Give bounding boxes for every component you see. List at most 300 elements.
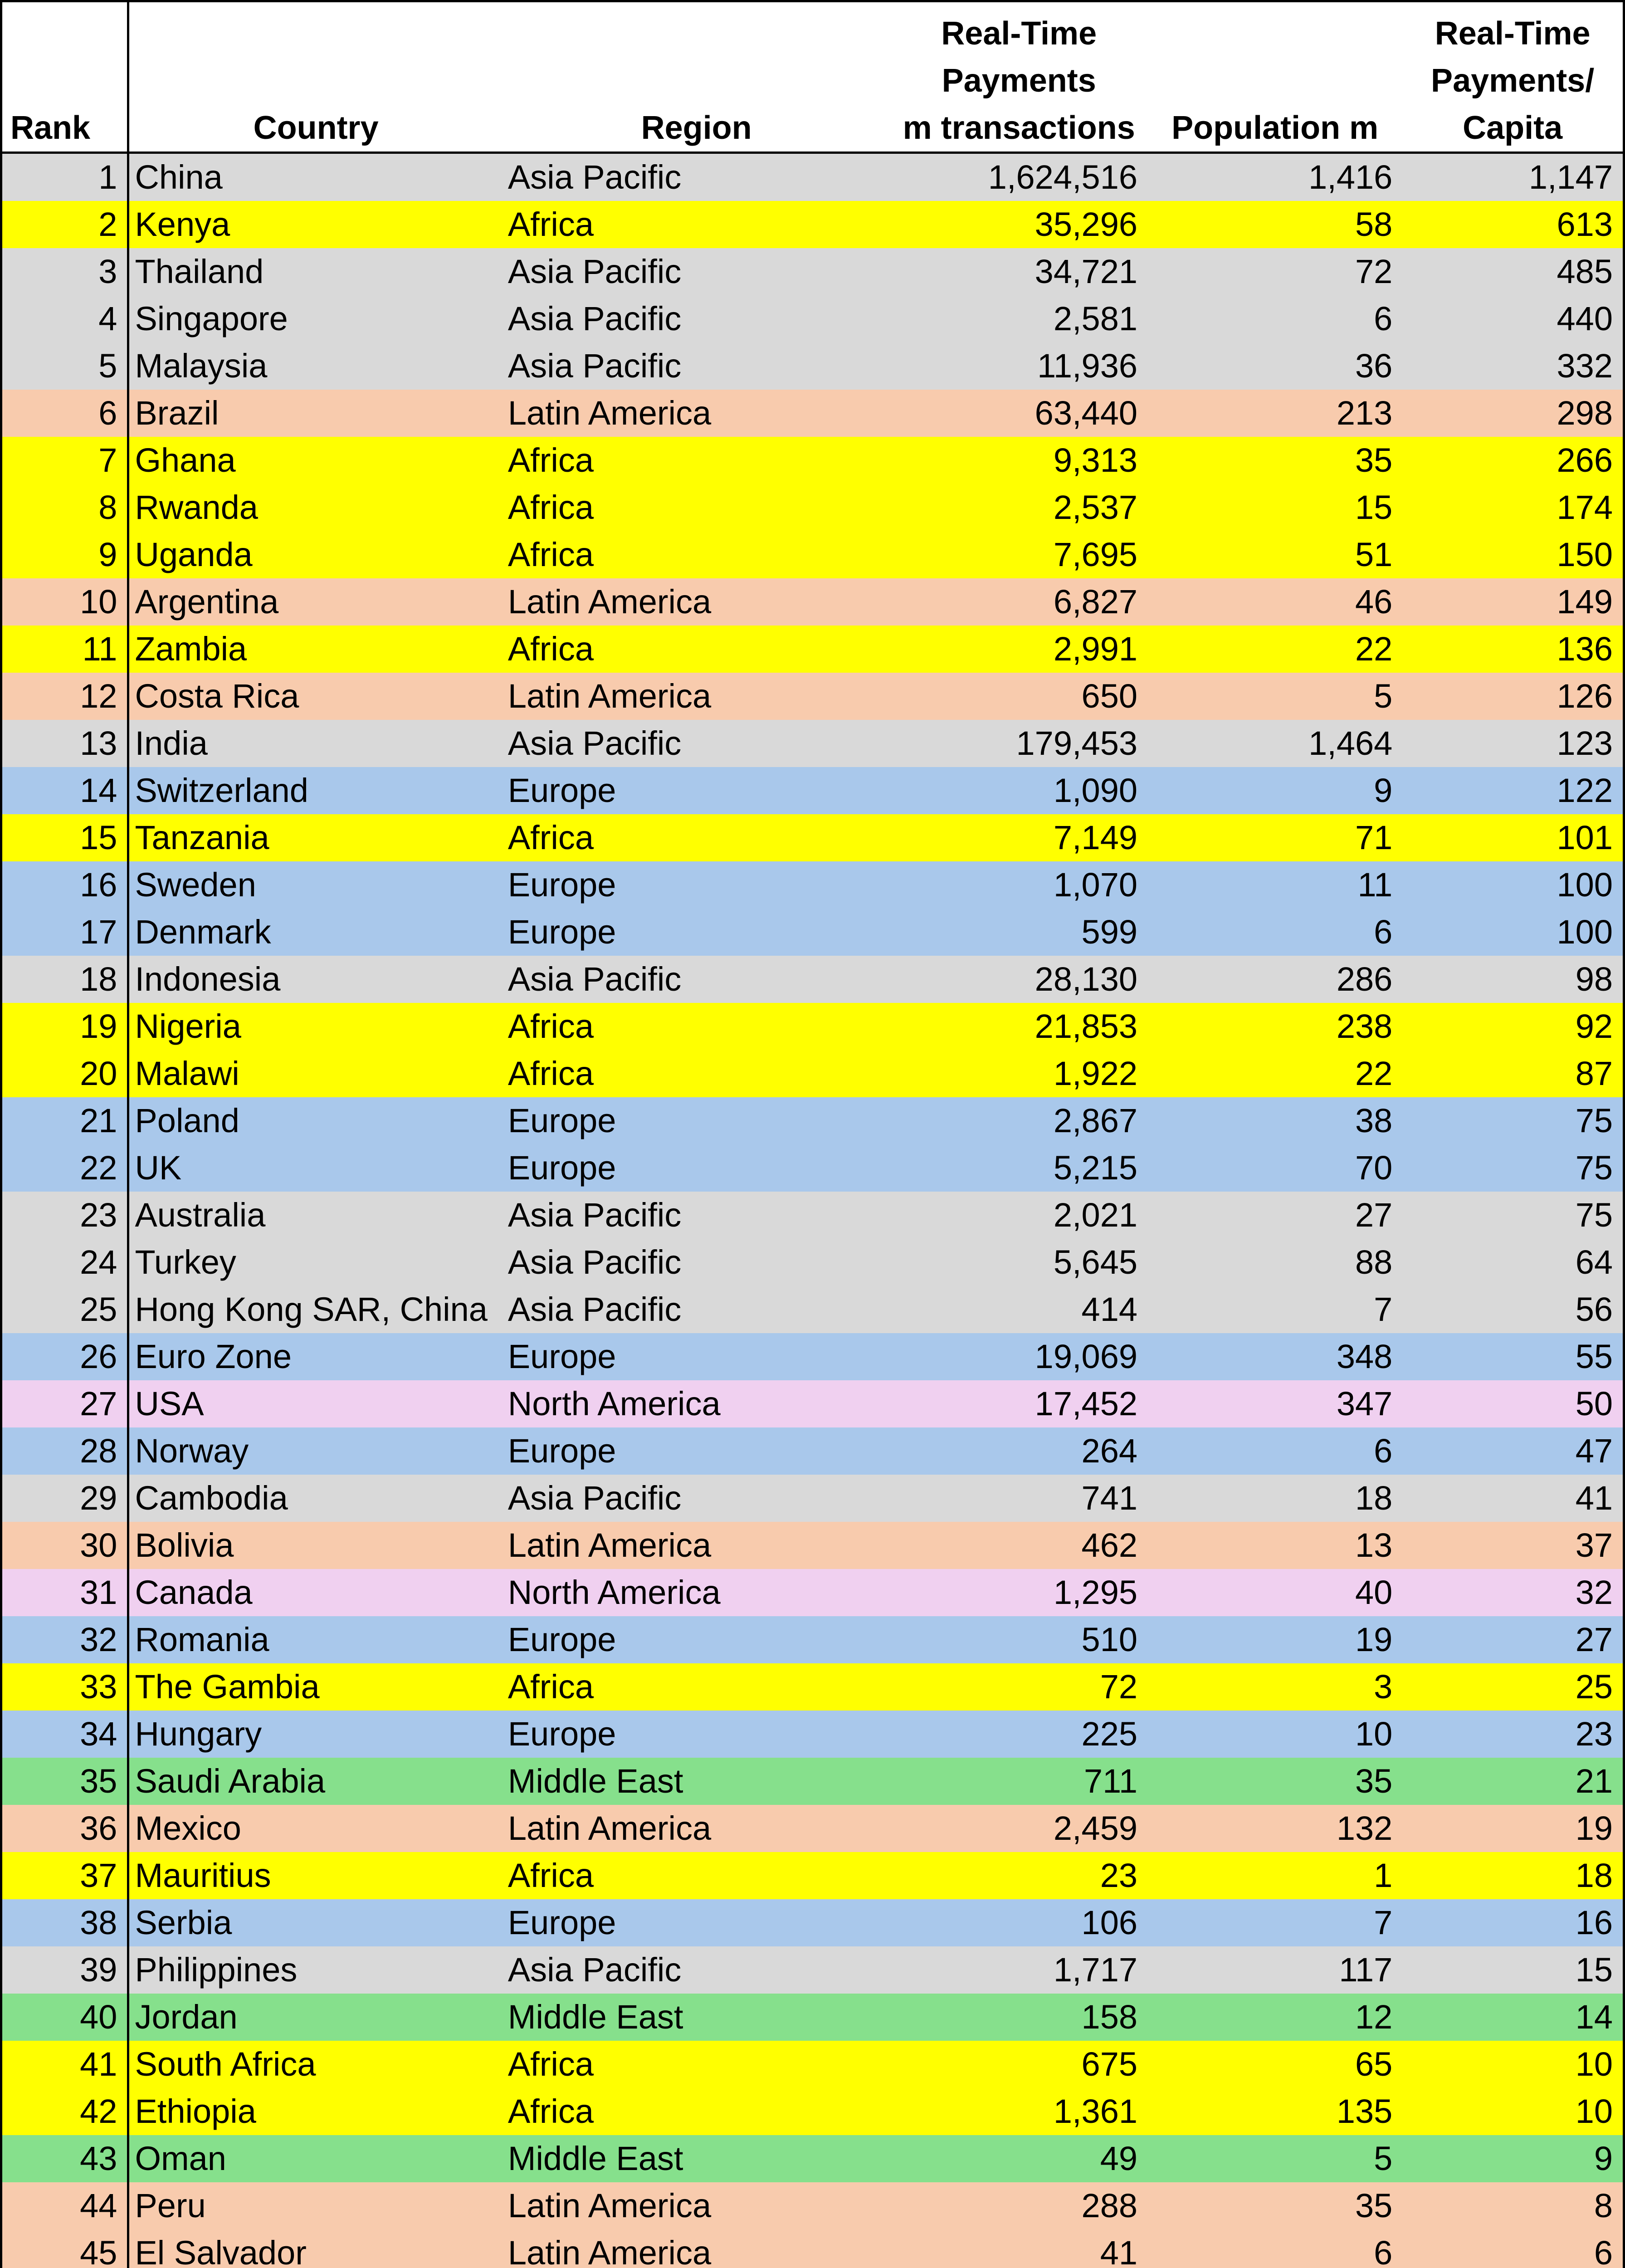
population-cell: 1 [1374,1857,1393,1894]
region-cell: Middle East [508,1762,683,1800]
population-cell: 70 [1355,1149,1393,1187]
region-cell: North America [508,1574,721,1611]
country-cell: Peru [135,2187,206,2224]
per-capita-cell: 55 [1402,1333,1624,1380]
rank-cell: 33 [1,1663,128,1711]
country-cell: Mexico [135,1809,241,1847]
rank-cell: 41 [1,2041,128,2088]
population-cell: 72 [1355,253,1393,290]
region-cell: Asia Pacific [508,1196,682,1234]
rank-cell: 8 [1,484,128,531]
rtp-cell: 7,695 [1053,536,1138,573]
table-row [1,1994,1624,2041]
header-per-capita [1402,1,1624,153]
rank-cell: 43 [1,2135,128,2182]
rtp-cell: 179,453 [1016,724,1138,762]
per-capita-cell: 50 [1402,1380,1624,1427]
table-row [1,201,1624,248]
table-row [1,248,1624,295]
table-row [1,1097,1624,1144]
region-cell: Europe [508,1432,616,1470]
rank-cell: 37 [1,1852,128,1899]
per-capita-cell: 266 [1402,437,1624,484]
per-capita-cell: 75 [1402,1144,1624,1192]
country-cell: Thailand [135,253,264,290]
population-cell: 7 [1374,1290,1393,1328]
rank-cell: 6 [1,390,128,437]
rank-cell: 4 [1,295,128,342]
region-cell: Europe [508,1149,616,1187]
region-cell: Latin America [508,2234,712,2268]
table-row [1,626,1624,673]
table-row [1,437,1624,484]
country-cell: El Salvador [135,2234,307,2268]
rank-cell: 21 [1,1097,128,1144]
country-cell: Malaysia [135,347,268,385]
country-cell: UK [135,1149,182,1187]
rtp-cell: 1,922 [1053,1055,1138,1092]
region-cell: Asia Pacific [508,253,682,290]
population-cell: 238 [1336,1007,1393,1045]
per-capita-cell: 32 [1402,1569,1624,1616]
population-cell: 6 [1374,1432,1393,1470]
rtp-cell: 9,313 [1053,441,1138,479]
rtp-cell: 5,645 [1053,1243,1138,1281]
population-cell: 5 [1374,677,1393,715]
population-cell: 58 [1355,205,1393,243]
population-cell: 71 [1355,819,1393,856]
country-cell: Serbia [135,1904,232,1941]
per-capita-cell: 16 [1402,1899,1624,1946]
region-cell: Latin America [508,583,712,621]
region-cell: Middle East [508,2140,683,2177]
rank-cell: 5 [1,342,128,390]
population-cell: 117 [1339,1951,1393,1989]
per-capita-cell: 37 [1402,1522,1624,1569]
rtp-cell: 5,215 [1053,1149,1138,1187]
rank-cell: 35 [1,1758,128,1805]
header-population: Population m [1171,110,1379,146]
table-row [1,956,1624,1003]
country-cell: Rwanda [135,489,258,526]
rtp-cell: 599 [1081,913,1138,951]
country-cell: Uganda [135,536,253,573]
rank-cell: 24 [1,1239,128,1286]
country-cell: Poland [135,1102,239,1139]
country-cell: Ghana [135,441,236,479]
country-cell: Euro Zone [135,1338,292,1375]
rank-cell: 2 [1,201,128,248]
country-cell: Ethiopia [135,2092,256,2130]
region-cell: Europe [508,1715,616,1753]
region-cell: Europe [508,1904,616,1941]
table-row [1,861,1624,909]
region-cell: Africa [508,489,594,526]
table-row [1,767,1624,814]
rank-cell: 11 [1,626,128,673]
country-cell: Cambodia [135,1479,288,1517]
rtp-cell: 711 [1084,1762,1138,1800]
per-capita-cell: 75 [1402,1192,1624,1239]
per-capita-cell: 75 [1402,1097,1624,1144]
per-capita-cell: 440 [1402,295,1624,342]
table-row [1,1380,1624,1427]
header-rtp [890,1,1147,153]
region-cell: North America [508,1385,721,1422]
rank-cell: 12 [1,673,128,720]
region-cell: Africa [508,536,594,573]
region-cell: Africa [508,630,594,668]
per-capita-cell: 87 [1402,1050,1624,1097]
table-row [1,342,1624,390]
rtp-cell: 1,070 [1053,866,1138,904]
country-cell: Mauritius [135,1857,271,1894]
rank-cell: 16 [1,861,128,909]
table-row [1,2135,1624,2182]
per-capita-cell: 9 [1402,2135,1624,2182]
rtp-cell: 414 [1081,1290,1138,1328]
per-capita-cell: 123 [1402,720,1624,767]
region-cell: Africa [508,1668,594,1706]
region-cell: Asia Pacific [508,158,682,196]
table-row [1,673,1624,720]
table-row [1,814,1624,861]
rtp-cell: 1,295 [1053,1574,1138,1611]
country-cell: Sweden [135,866,256,904]
per-capita-cell: 174 [1402,484,1624,531]
rtp-cell: 7,149 [1053,819,1138,856]
population-cell: 5 [1374,2140,1393,2177]
population-cell: 132 [1336,1809,1393,1847]
population-cell: 286 [1336,960,1393,998]
table-row [1,390,1624,437]
country-cell: Costa Rica [135,677,299,715]
region-cell: Asia Pacific [508,1479,682,1517]
header-country: Country [253,110,379,146]
country-cell: Saudi Arabia [135,1762,326,1800]
rtp-cell: 23 [1100,1857,1138,1894]
country-cell: Norway [135,1432,249,1470]
population-cell: 10 [1355,1715,1393,1753]
region-cell: Middle East [508,1998,683,2036]
per-capita-cell: 21 [1402,1758,1624,1805]
population-cell: 19 [1355,1621,1393,1658]
table-row [1,1758,1624,1805]
table-row [1,1569,1624,1616]
per-capita-cell: 92 [1402,1003,1624,1050]
rank-cell: 20 [1,1050,128,1097]
country-cell: Malawi [135,1055,239,1092]
rtp-cell: 49 [1100,2140,1138,2177]
country-cell: Romania [135,1621,269,1658]
per-capita-cell: 6 [1402,2229,1624,2268]
per-capita-cell: 14 [1402,1994,1624,2041]
rank-cell: 38 [1,1899,128,1946]
table-row [1,1475,1624,1522]
population-cell: 1,416 [1308,158,1393,196]
country-cell: Philippines [135,1951,298,1989]
rtp-cell: 2,537 [1053,489,1138,526]
rank-cell: 32 [1,1616,128,1663]
rank-cell: 23 [1,1192,128,1239]
country-cell: Bolivia [135,1526,234,1564]
rtp-cell: 288 [1081,2187,1138,2224]
population-cell: 7 [1374,1904,1393,1941]
region-cell: Europe [508,1102,616,1139]
population-cell: 135 [1336,2092,1393,2130]
rtp-cell: 41 [1100,2234,1138,2268]
rtp-cell: 1,090 [1053,772,1138,809]
rank-cell: 17 [1,909,128,956]
rank-cell: 40 [1,1994,128,2041]
rank-cell: 34 [1,1711,128,1758]
country-cell: Brazil [135,394,219,432]
region-cell: Africa [508,205,594,243]
population-cell: 11 [1357,866,1393,904]
country-cell: Hungary [135,1715,262,1753]
region-cell: Latin America [508,1809,712,1847]
rank-cell: 42 [1,2088,128,2135]
population-cell: 18 [1355,1479,1393,1517]
population-cell: 3 [1374,1668,1393,1706]
table-body [1,153,1624,2268]
country-cell: Denmark [135,913,271,951]
header-cap-line1: Real-Time [1435,15,1591,52]
region-cell: Asia Pacific [508,1290,682,1328]
country-cell: South Africa [135,2045,316,2083]
population-cell: 213 [1336,394,1393,432]
rank-cell: 7 [1,437,128,484]
rank-cell: 36 [1,1805,128,1852]
per-capita-cell: 47 [1402,1427,1624,1475]
population-cell: 9 [1374,772,1393,809]
region-cell: Africa [508,1055,594,1092]
per-capita-cell: 136 [1402,626,1624,673]
table-header [1,1,1624,153]
rank-cell: 31 [1,1569,128,1616]
region-cell: Asia Pacific [508,347,682,385]
per-capita-cell: 126 [1402,673,1624,720]
population-cell: 51 [1355,536,1393,573]
rtp-cell: 21,853 [1035,1007,1138,1045]
table-row [1,2182,1624,2229]
rtp-cell: 462 [1081,1526,1138,1564]
table-row [1,720,1624,767]
rtp-cell: 34,721 [1035,253,1138,290]
table-row [1,578,1624,626]
per-capita-cell: 100 [1402,909,1624,956]
rtp-cell: 1,624,516 [988,158,1138,196]
country-cell: USA [135,1385,204,1422]
per-capita-cell: 485 [1402,248,1624,295]
region-cell: Africa [508,2092,594,2130]
header-region: Region [641,110,752,146]
per-capita-cell: 23 [1402,1711,1624,1758]
per-capita-cell: 8 [1402,2182,1624,2229]
country-cell: Turkey [135,1243,236,1281]
table-row [1,1852,1624,1899]
country-cell: Hong Kong SAR, China [135,1290,488,1328]
table-row [1,1003,1624,1050]
region-cell: Asia Pacific [508,1951,682,1989]
rtp-cell: 1,361 [1053,2092,1138,2130]
table-row [1,1805,1624,1852]
rtp-cell: 264 [1081,1432,1138,1470]
header-rank: Rank [1,1,128,153]
per-capita-cell: 19 [1402,1805,1624,1852]
per-capita-cell: 122 [1402,767,1624,814]
rtp-cell: 741 [1081,1479,1138,1517]
country-cell: Zambia [135,630,247,668]
rtp-cell: 6,827 [1053,583,1138,621]
per-capita-cell: 101 [1402,814,1624,861]
rtp-cell: 2,459 [1053,1809,1138,1847]
region-cell: Europe [508,1621,616,1658]
region-cell: Africa [508,1007,594,1045]
rtp-cell: 2,867 [1053,1102,1138,1139]
population-cell: 15 [1355,489,1393,526]
table-row [1,1144,1624,1192]
header-rtp-line1: Real-Time [941,15,1097,52]
rtp-cell: 510 [1081,1621,1138,1658]
country-cell: Canada [135,1574,253,1611]
table-row [1,1286,1624,1333]
country-cell: The Gambia [135,1668,320,1706]
region-cell: Europe [508,1338,616,1375]
rtp-cell: 106 [1081,1904,1138,1941]
rtp-cell: 11,936 [1037,347,1138,385]
region-cell: Asia Pacific [508,960,682,998]
population-cell: 65 [1355,2045,1393,2083]
rank-cell: 27 [1,1380,128,1427]
table-row [1,1899,1624,1946]
per-capita-cell: 1,147 [1402,153,1624,201]
country-cell: Tanzania [135,819,269,856]
country-cell: India [135,724,208,762]
region-cell: Europe [508,866,616,904]
header-cap-line3: Capita [1463,110,1563,146]
rank-cell: 30 [1,1522,128,1569]
population-cell: 88 [1355,1243,1393,1281]
table-row [1,1711,1624,1758]
rank-cell: 15 [1,814,128,861]
table-row [1,909,1624,956]
rank-cell: 19 [1,1003,128,1050]
per-capita-cell: 613 [1402,201,1624,248]
per-capita-cell: 10 [1402,2088,1624,2135]
region-cell: Europe [508,913,616,951]
population-cell: 6 [1374,913,1393,951]
rtp-cell: 35,296 [1035,205,1138,243]
rtp-cell: 675 [1081,2045,1138,2083]
rtp-cell: 72 [1100,1668,1138,1706]
table-row [1,1663,1624,1711]
rank-cell: 39 [1,1946,128,1994]
table-row [1,1427,1624,1475]
rank-cell: 25 [1,1286,128,1333]
region-cell: Latin America [508,2187,712,2224]
region-cell: Asia Pacific [508,300,682,337]
population-cell: 46 [1355,583,1393,621]
table-row [1,1522,1624,1569]
per-capita-cell: 100 [1402,861,1624,909]
per-capita-cell: 56 [1402,1286,1624,1333]
country-cell: Oman [135,2140,226,2177]
country-cell: Indonesia [135,960,281,998]
table-row [1,2229,1624,2268]
population-cell: 347 [1336,1385,1393,1422]
country-cell: Switzerland [135,772,308,809]
rtp-cell: 28,130 [1035,960,1138,998]
rtp-cell: 63,440 [1035,394,1138,432]
rtp-cell: 1,717 [1053,1951,1138,1989]
per-capita-cell: 298 [1402,390,1624,437]
rtp-cell: 225 [1081,1715,1138,1753]
rank-cell: 29 [1,1475,128,1522]
table-row [1,1616,1624,1663]
rank-cell: 10 [1,578,128,626]
rtp-cell: 2,021 [1053,1196,1138,1234]
country-cell: Argentina [135,583,279,621]
table-row [1,1333,1624,1380]
population-cell: 22 [1355,1055,1393,1092]
population-cell: 12 [1355,1998,1393,2036]
region-cell: Africa [508,441,594,479]
per-capita-cell: 332 [1402,342,1624,390]
population-cell: 35 [1355,441,1393,479]
rank-cell: 13 [1,720,128,767]
region-cell: Latin America [508,1526,712,1564]
population-cell: 22 [1355,630,1393,668]
population-cell: 6 [1374,300,1393,337]
rank-cell: 45 [1,2229,128,2268]
region-cell: Africa [508,819,594,856]
per-capita-cell: 64 [1402,1239,1624,1286]
population-cell: 13 [1355,1526,1393,1564]
table-row [1,295,1624,342]
rtp-cell: 2,991 [1053,630,1138,668]
rank-cell: 22 [1,1144,128,1192]
population-cell: 40 [1355,1574,1393,1611]
region-cell: Asia Pacific [508,724,682,762]
rtp-cell: 650 [1081,677,1138,715]
table-row [1,2041,1624,2088]
per-capita-cell: 149 [1402,578,1624,626]
rtp-cell: 17,452 [1035,1385,1138,1422]
table-row [1,2088,1624,2135]
country-cell: Singapore [135,300,288,337]
region-cell: Asia Pacific [508,1243,682,1281]
table-row [1,1239,1624,1286]
country-cell: Kenya [135,205,230,243]
header-rtp-line3: m transactions [903,110,1135,146]
population-cell: 6 [1374,2234,1393,2268]
rank-cell: 18 [1,956,128,1003]
rank-cell: 26 [1,1333,128,1380]
region-cell: Africa [508,2045,594,2083]
table-row [1,1192,1624,1239]
per-capita-cell: 150 [1402,531,1624,578]
rank-cell: 9 [1,531,128,578]
table-row [1,1050,1624,1097]
table-row [1,153,1624,201]
rtp-cell: 19,069 [1035,1338,1138,1375]
region-cell: Europe [508,772,616,809]
region-cell: Africa [508,1857,594,1894]
rank-cell: 1 [1,153,128,201]
per-capita-cell: 27 [1402,1616,1624,1663]
population-cell: 348 [1336,1338,1393,1375]
